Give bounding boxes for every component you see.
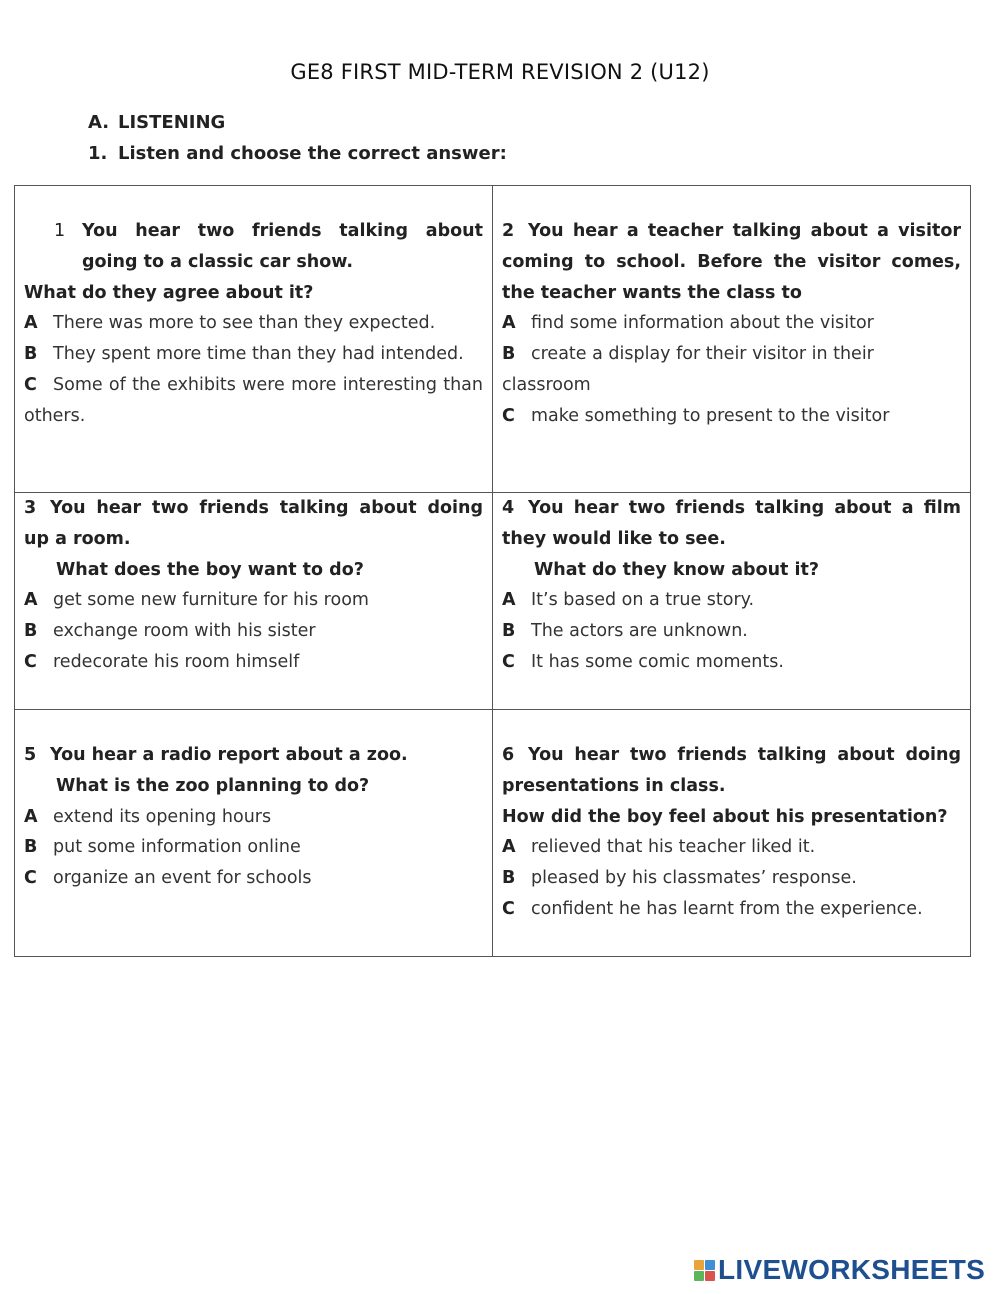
task-label: Listen and choose the correct answer:: [118, 143, 507, 164]
question-prompt: 1 You hear two friends talking about going to a classic car show.: [24, 216, 483, 278]
questions-table: [14, 185, 971, 957]
answer-option-b[interactable]: B put some information online: [24, 837, 301, 858]
table-row: [15, 186, 971, 493]
question-text: What is the zoo planning to do?: [56, 775, 370, 796]
page-title: GE8 FIRST MID-TERM REVISION 2 (U12): [290, 60, 710, 84]
answer-option-c[interactable]: C It has some comic moments.: [502, 651, 784, 672]
answer-option-c[interactable]: C Some of the exhibits were more interesting than others.: [24, 374, 483, 426]
question-number: 4: [502, 498, 515, 518]
logo-square-icon: [694, 1260, 704, 1270]
question-prompt: 3 You hear two friends talking about doing up a room.: [24, 493, 483, 555]
question-text: What do they agree about it?: [24, 282, 314, 303]
question-number: 3: [24, 498, 37, 518]
question-prompt: 5 You hear a radio report about a zoo.: [24, 740, 483, 771]
question-cell-2: [493, 186, 971, 493]
section-letter: A.: [88, 112, 110, 133]
question-text: How did the boy feel about his presentation?: [502, 806, 948, 827]
answer-option-b[interactable]: B create a display for their visitor in their classroom: [502, 344, 874, 395]
logo-square-icon: [694, 1271, 704, 1281]
section-heading-listening: [88, 112, 225, 133]
answer-option-a[interactable]: A find some information about the visitor: [502, 313, 874, 334]
answer-option-a[interactable]: A get some new furniture for his room: [24, 590, 369, 611]
answer-option-a[interactable]: A extend its opening hours: [24, 806, 272, 827]
question-cell-6: [493, 710, 971, 957]
answer-option-c[interactable]: C make something to present to the visitor: [502, 405, 890, 426]
liveworksheets-mark-icon: [694, 1260, 715, 1281]
answer-option-c[interactable]: C confident he has learnt from the experience.: [502, 898, 923, 919]
answer-option-a[interactable]: A relieved that his teacher liked it.: [502, 837, 816, 858]
answer-option-b[interactable]: B pleased by his classmates’ response.: [502, 868, 857, 889]
question-text: What do they know about it?: [534, 559, 820, 580]
logo-square-icon: [705, 1271, 715, 1281]
logo-square-icon: [705, 1260, 715, 1270]
question-cell-4: [493, 493, 971, 710]
liveworksheets-logo: [694, 1256, 985, 1284]
question-cell-3: [15, 493, 493, 710]
question-number: 2: [502, 221, 515, 241]
answer-option-c[interactable]: C organize an event for schools: [24, 868, 312, 889]
answer-option-a[interactable]: A There was more to see than they expected.: [24, 313, 436, 334]
question-cell-1: [15, 186, 493, 493]
table-row: [15, 493, 971, 710]
answer-option-b[interactable]: B exchange room with his sister: [24, 621, 316, 642]
task-number: 1.: [88, 143, 108, 164]
answer-option-a[interactable]: A It’s based on a true story.: [502, 590, 755, 611]
section-label: LISTENING: [118, 112, 226, 133]
question-prompt: 6 You hear two friends talking about doing presentations in class.: [502, 740, 961, 802]
question-prompt: 2 You hear a teacher talking about a visitor coming to school. Before the visitor comes, the teacher wants the class to: [502, 216, 961, 308]
question-number: 1: [54, 221, 66, 241]
answer-option-b[interactable]: B The actors are unknown.: [502, 621, 748, 642]
question-prompt: 4 You hear two friends talking about a film they would like to see.: [502, 493, 961, 555]
question-cell-5: [15, 710, 493, 957]
table-row: [15, 710, 971, 957]
question-text: What does the boy want to do?: [56, 559, 364, 580]
question-number: 6: [502, 745, 515, 765]
task-instruction: [88, 143, 507, 164]
answer-option-b[interactable]: B They spent more time than they had intended.: [24, 344, 464, 365]
logo-wordmark: LIVEWORKSHEETS: [718, 1254, 986, 1285]
answer-option-c[interactable]: C redecorate his room himself: [24, 651, 300, 672]
question-number: 5: [24, 745, 37, 765]
